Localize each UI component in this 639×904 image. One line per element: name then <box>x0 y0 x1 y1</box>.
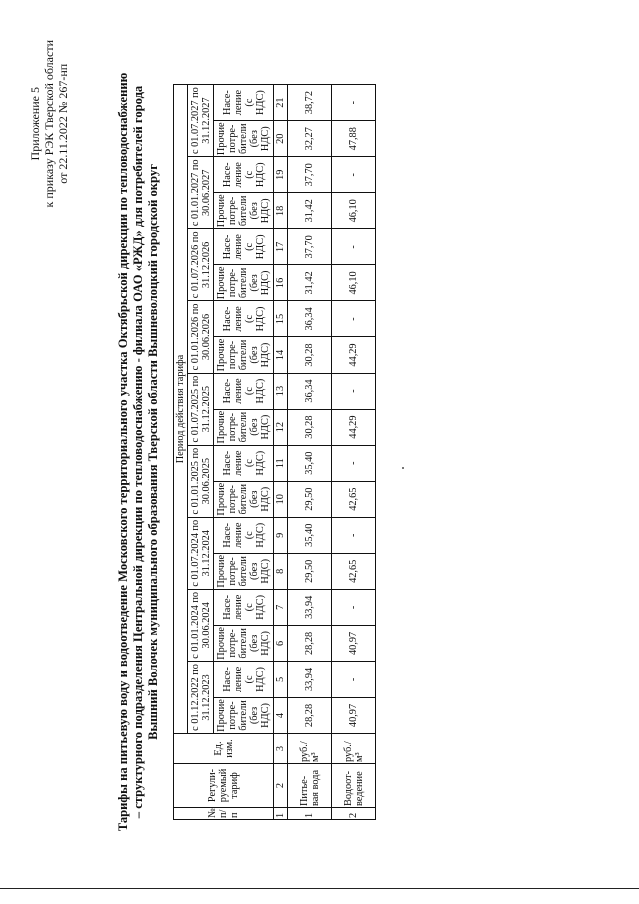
column-number: 17 <box>274 229 288 265</box>
tariff-value: 40,97 <box>332 697 376 733</box>
period-header: с 01.12.2022 по 31.12.2023 <box>188 661 214 733</box>
subheader-other-consumers: Прочие потре-бители (без НДС) <box>214 121 274 157</box>
subheader-population: Насе-ление (с НДС) <box>214 229 274 265</box>
tariff-name: Водоот-ведение <box>332 764 376 808</box>
subheader-population: Насе-ление (с НДС) <box>214 157 274 193</box>
page-bottom-line <box>0 888 639 889</box>
tariff-value: - <box>332 661 376 697</box>
tariff-value: 46,10 <box>332 193 376 229</box>
table-row <box>288 85 332 820</box>
column-number: 10 <box>274 481 288 517</box>
column-number: 12 <box>274 409 288 445</box>
subheader-population: Насе-ление (с НДС) <box>214 589 274 625</box>
period-header: с 01.01.2025 по 30.06.2025 <box>188 445 214 517</box>
tariff-value: 40,97 <box>332 625 376 661</box>
tariff-value: - <box>332 229 376 265</box>
tariff-value: 47,88 <box>332 121 376 157</box>
subheader-population: Насе-ление (с НДС) <box>214 85 274 121</box>
appendix-order: к приказу РЭК Тверской области <box>42 40 56 208</box>
column-number: 16 <box>274 265 288 301</box>
subheader-population: Насе-ление (с НДС) <box>214 301 274 337</box>
column-number: 9 <box>274 517 288 553</box>
table-row <box>332 85 376 820</box>
subheader-other-consumers: Прочие потре-бители (без НДС) <box>214 481 274 517</box>
tariff-value: - <box>332 589 376 625</box>
tariff-value: - <box>332 157 376 193</box>
period-header: с 01.01.2024 по 30.06.2024 <box>188 589 214 661</box>
period-header: с 01.07.2026 по 31.12.2026 <box>188 229 214 301</box>
column-number: 18 <box>274 193 288 229</box>
column-number: 7 <box>274 589 288 625</box>
tariff-value: - <box>332 85 376 121</box>
column-number: 8 <box>274 553 288 589</box>
subheader-population: Насе-ление (с НДС) <box>214 517 274 553</box>
column-number: 4 <box>274 697 288 733</box>
column-number: 2 <box>274 764 288 808</box>
tariff-value: 33,94 <box>288 661 332 697</box>
column-number: 13 <box>274 373 288 409</box>
document-title <box>116 70 161 834</box>
subheader-other-consumers: Прочие потре-бители (без НДС) <box>214 265 274 301</box>
column-number: 3 <box>274 734 288 764</box>
title-line-2: – структурного подразделения Центральной дирекции по тепловодоснабжению - филиала ОАО «РЖД» для потребителей города <box>131 85 145 819</box>
subheader-other-consumers: Прочие потре-бители (без НДС) <box>214 337 274 373</box>
subheader-other-consumers: Прочие потре-бители (без НДС) <box>214 409 274 445</box>
tariff-value: - <box>332 445 376 481</box>
period-header: с 01.07.2027 по 31.12.2027 <box>188 85 214 157</box>
appendix-number: Приложение 5 <box>28 87 42 161</box>
tariff-table <box>173 84 376 820</box>
period-header: с 01.07.2024 по 31.12.2024 <box>188 517 214 589</box>
appendix-reference <box>28 40 70 207</box>
column-number: 5 <box>274 661 288 697</box>
column-number: 19 <box>274 157 288 193</box>
subheader-other-consumers: Прочие потре-бители (без НДС) <box>214 553 274 589</box>
subheader-other-consumers: Прочие потре-бители (без НДС) <box>214 697 274 733</box>
subheader-population: Насе-ление (с НДС) <box>214 373 274 409</box>
tariff-value: 35,40 <box>288 517 332 553</box>
tariff-value: - <box>332 301 376 337</box>
tariff-value: 32,27 <box>288 121 332 157</box>
header-period: Период действия тарифа <box>174 85 188 734</box>
header-number: № п/п <box>174 808 274 820</box>
column-number: 1 <box>274 808 288 820</box>
tariff-value: 33,94 <box>288 589 332 625</box>
row-number: 1 <box>288 808 332 820</box>
subheader-population: Насе-ление (с НДС) <box>214 661 274 697</box>
tariff-value: 31,42 <box>288 265 332 301</box>
tariff-value: 31,42 <box>288 193 332 229</box>
tariff-value: - <box>332 373 376 409</box>
tariff-value: 29,50 <box>288 481 332 517</box>
tariff-value: 35,40 <box>288 445 332 481</box>
tariff-value: 28,28 <box>288 625 332 661</box>
column-number: 11 <box>274 445 288 481</box>
title-line-3: Вышний Волочек муниципального образования Тверской области Вышневолоцкий городской округ <box>146 164 160 740</box>
column-number: 14 <box>274 337 288 373</box>
tariff-name: Питье-вая вода <box>288 764 332 808</box>
tariff-value: 44,29 <box>332 337 376 373</box>
tariff-value: 30,28 <box>288 337 332 373</box>
tariff-value: 28,28 <box>288 697 332 733</box>
tariff-value: 44,29 <box>332 409 376 445</box>
subheader-other-consumers: Прочие потре-бители (без НДС) <box>214 193 274 229</box>
tariff-value: 29,50 <box>288 553 332 589</box>
column-number: 21 <box>274 85 288 121</box>
header-unit: Ед. изм. <box>174 734 274 764</box>
row-number: 2 <box>332 808 376 820</box>
column-number: 6 <box>274 625 288 661</box>
tariff-value: 42,65 <box>332 481 376 517</box>
scan-dot <box>402 467 404 469</box>
appendix-date: от 22.11.2022 № 267-нп <box>56 63 70 184</box>
tariff-value: 30,28 <box>288 409 332 445</box>
column-number: 20 <box>274 121 288 157</box>
tariff-value: 37,70 <box>288 229 332 265</box>
column-number: 15 <box>274 301 288 337</box>
tariff-value: 38,72 <box>288 85 332 121</box>
header-tariff: Регули-руемый тариф <box>174 764 274 808</box>
period-header: с 01.01.2026 по 30.06.2026 <box>188 301 214 373</box>
subheader-population: Насе-ление (с НДС) <box>214 445 274 481</box>
unit: руб./м³ <box>332 734 376 764</box>
tariff-value: 42,65 <box>332 553 376 589</box>
tariff-value: - <box>332 517 376 553</box>
period-header: с 01.07.2025 по 31.12.2025 <box>188 373 214 445</box>
title-line-1: Тарифы на питьевую воду и водоотведение Московского территориального участка Октябрьской дирекции по тепловодоснабжению <box>116 72 130 832</box>
tariff-value: 46,10 <box>332 265 376 301</box>
tariff-value: 36,34 <box>288 301 332 337</box>
unit: руб./м³ <box>288 734 332 764</box>
subheader-other-consumers: Прочие потре-бители (без НДС) <box>214 625 274 661</box>
period-header: с 01.01.2027 по 30.06.2027 <box>188 157 214 229</box>
tariff-value: 36,34 <box>288 373 332 409</box>
tariff-value: 37,70 <box>288 157 332 193</box>
